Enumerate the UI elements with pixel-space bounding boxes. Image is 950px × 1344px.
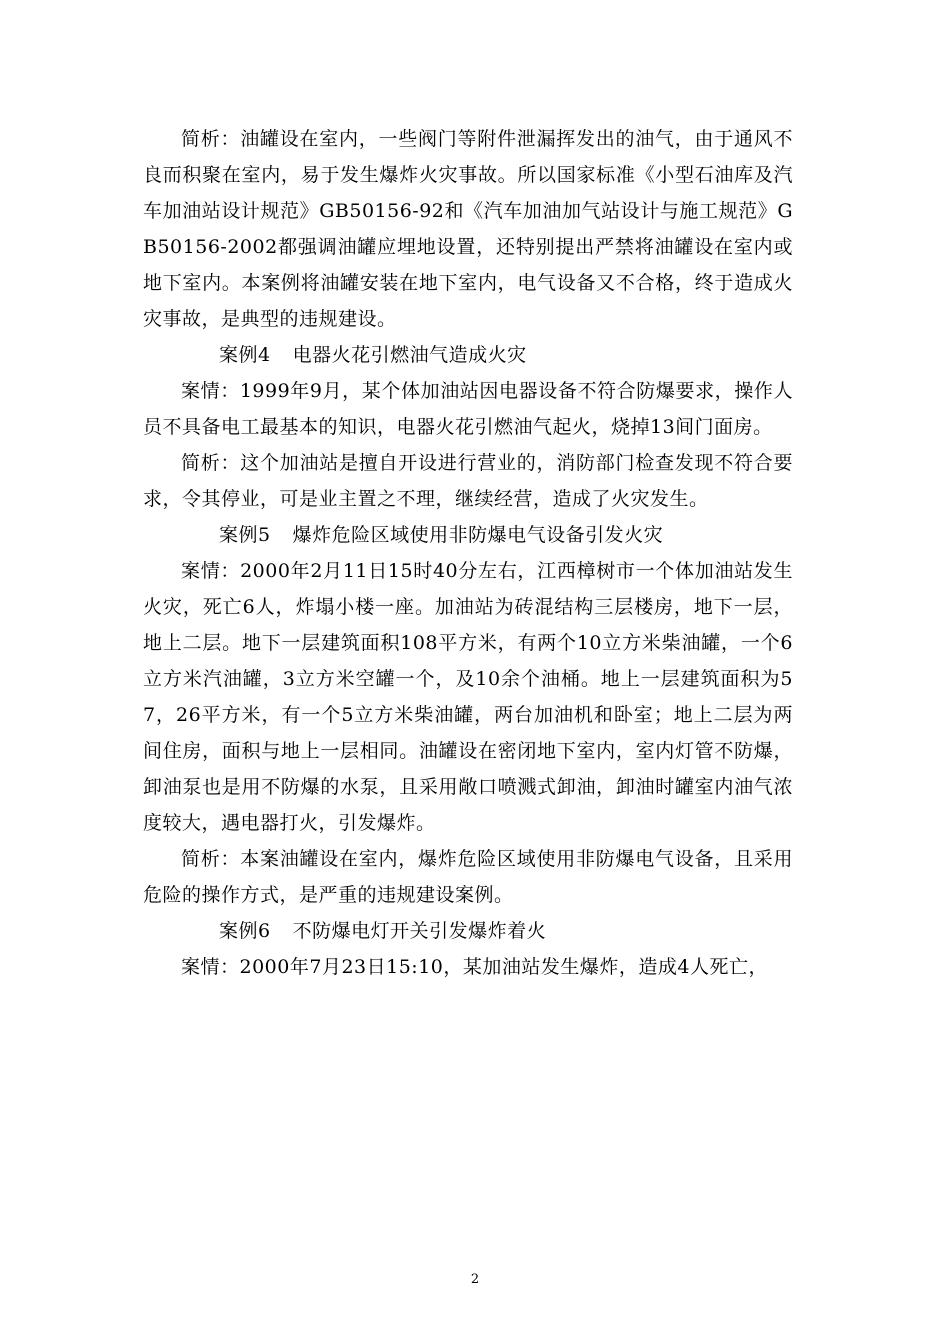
case-number: 案例6 [219,920,271,942]
case-heading-6 [143,913,793,949]
analysis-paragraph-case5: 简析：本案油罐设在室内，爆炸危险区域使用非防爆电气设备，且采用危险的操作方式，是严重的违规建设案例。 [143,848,793,906]
case-number: 案例5 [219,524,271,546]
case-title: 不防爆电灯开关引发爆炸着火 [292,920,547,942]
case-number: 案例4 [219,344,271,366]
case-title: 电器火花引燃油气造成火灾 [292,344,527,366]
case-heading-5 [143,517,793,553]
analysis-paragraph-case4: 简析：这个加油站是擅自开设进行营业的，消防部门检查发现不符合要求，令其停业，可是业主置之不理，继续经营，造成了火灾发生。 [143,452,793,510]
page-number: 2 [470,1272,480,1287]
case-title: 爆炸危险区域使用非防爆电气设备引发火灾 [292,524,664,546]
case-details-paragraph-6: 案情：2000年7月23日15:10，某加油站发生爆炸，造成4人死亡， [181,956,768,978]
document-body [143,121,793,985]
case-details-paragraph-5: 案情：2000年2月11日15时40分左右，江西樟树市一个体加油站发生火灾，死亡6人，炸塌小楼一座。加油站为砖混结构三层楼房，地下一层，地上二层。地下一层建筑面积108平方米，有两个10立方米柴油罐，一个6立方米汽油罐，3立方米空罐一个，及10余个油桶。地上一层建筑面积为57，26平方米，有一个5立方米柴油罐，两台加油机和卧室；地上二层为两间住房，面积与地上一层相同。油罐设在密闭地下室内，室内灯管不防爆，卸油泵也是用不防爆的水泵，且采用敞口喷溅式卸油，卸油时罐室内油气浓度较大，遇电器打火，引发爆炸。 [143,560,793,834]
case-heading-4 [143,337,793,373]
analysis-paragraph-case3: 简析：油罐设在室内，一些阀门等附件泄漏挥发出的油气，由于通风不良而积聚在室内，易于发生爆炸火灾事故。所以国家标准《小型石油库及汽车加油站设计规范》GB50156-92和《汽车加油加气站设计与施工规范》GB50156-2002都强调油罐应埋地设置，还特别提出严禁将油罐设在室内或地下室内。本案例将油罐安装在地下室内，电气设备又不合格，终于造成火灾事故，是典型的违规建设。 [143,128,793,330]
case-details-paragraph-4: 案情：1999年9月，某个体加油站因电器设备不符合防爆要求，操作人员不具备电工最基本的知识，电器火花引燃油气起火，烧掉13间门面房。 [143,380,793,438]
